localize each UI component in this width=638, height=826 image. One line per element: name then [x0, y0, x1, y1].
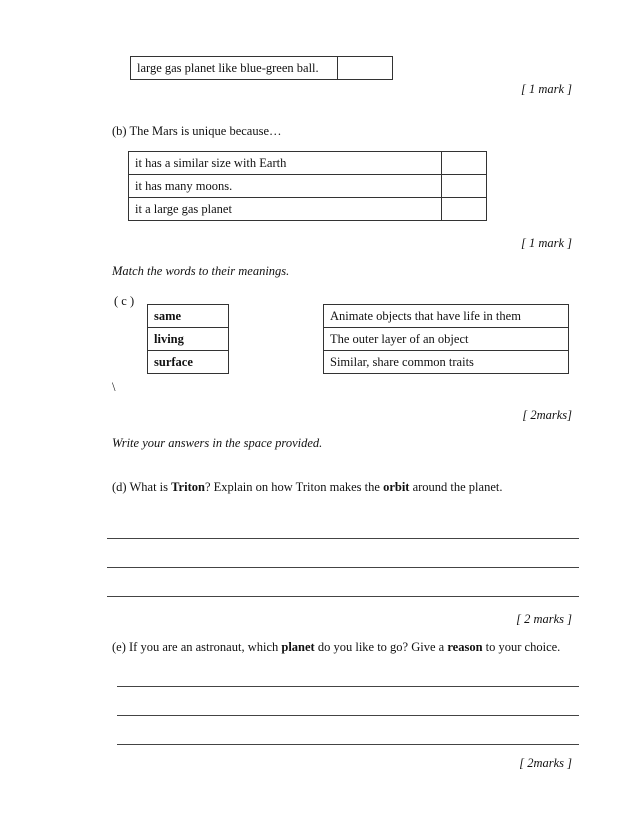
q-a-answer-table — [130, 56, 393, 80]
q-b-answer-box[interactable] — [442, 198, 487, 221]
q-e-suffix: to your choice. — [482, 640, 561, 654]
q-b-answer-box[interactable] — [442, 152, 487, 175]
q-a-mark: [ 1 mark ] — [520, 82, 572, 96]
match-instruction: Match the words to their meanings. — [112, 264, 290, 278]
write-instruction: Write your answers in the space provided. — [112, 436, 323, 450]
meaning-item: The outer layer of an object — [324, 328, 569, 351]
q-e-answer-line[interactable] — [117, 744, 579, 745]
q-e-mid: do you like to go? Give a — [314, 640, 448, 654]
word-living: living — [148, 328, 229, 351]
q-b-option-text: it a large gas planet — [129, 198, 442, 221]
q-d-mid: ? Explain on how Triton makes the — [204, 480, 384, 494]
word-same: same — [148, 305, 229, 328]
q-d-prompt — [112, 480, 502, 495]
q-d-bold-orbit: orbit — [383, 480, 410, 494]
q-b-option-text: it has a similar size with Earth — [129, 152, 442, 175]
q-d-suffix: around the planet. — [409, 480, 503, 494]
q-b-options-table — [128, 151, 487, 221]
q-e-prompt — [112, 640, 560, 655]
meanings-table — [323, 304, 569, 374]
q-b-prompt: (b) The Mars is unique because… — [112, 124, 282, 138]
q-b-option-text: it has many moons. — [129, 175, 442, 198]
q-e-prefix: (e) If you are an astronaut, which — [112, 640, 282, 654]
q-e-mark: [ 2marks ] — [519, 756, 572, 770]
q-d-prefix: (d) What is — [112, 480, 172, 494]
q-d-answer-line[interactable] — [107, 538, 579, 539]
q-d-answer-line[interactable] — [107, 596, 579, 597]
stray-backslash: \ — [112, 380, 116, 394]
q-c-mark: [ 2marks] — [522, 408, 572, 422]
q-b-option-row — [129, 198, 487, 221]
word-surface: surface — [148, 351, 229, 374]
words-table — [147, 304, 229, 374]
q-e-answer-line[interactable] — [117, 715, 579, 716]
q-e-answer-line[interactable] — [117, 686, 579, 687]
q-e-bold-planet: planet — [281, 640, 315, 654]
q-a-answer-box[interactable] — [338, 57, 393, 80]
q-d-bold-triton: Triton — [171, 480, 205, 494]
q-b-answer-box[interactable] — [442, 175, 487, 198]
q-a-option-text: large gas planet like blue-green ball. — [131, 57, 338, 80]
q-b-option-row — [129, 152, 487, 175]
q-d-mark: [ 2 marks ] — [516, 612, 572, 626]
q-c-label: ( c ) — [114, 294, 135, 308]
q-b-option-row — [129, 175, 487, 198]
q-e-bold-reason: reason — [447, 640, 483, 654]
meaning-item: Animate objects that have life in them — [324, 305, 569, 328]
meaning-item: Similar, share common traits — [324, 351, 569, 374]
q-b-mark: [ 1 mark ] — [520, 236, 572, 250]
q-d-answer-line[interactable] — [107, 567, 579, 568]
